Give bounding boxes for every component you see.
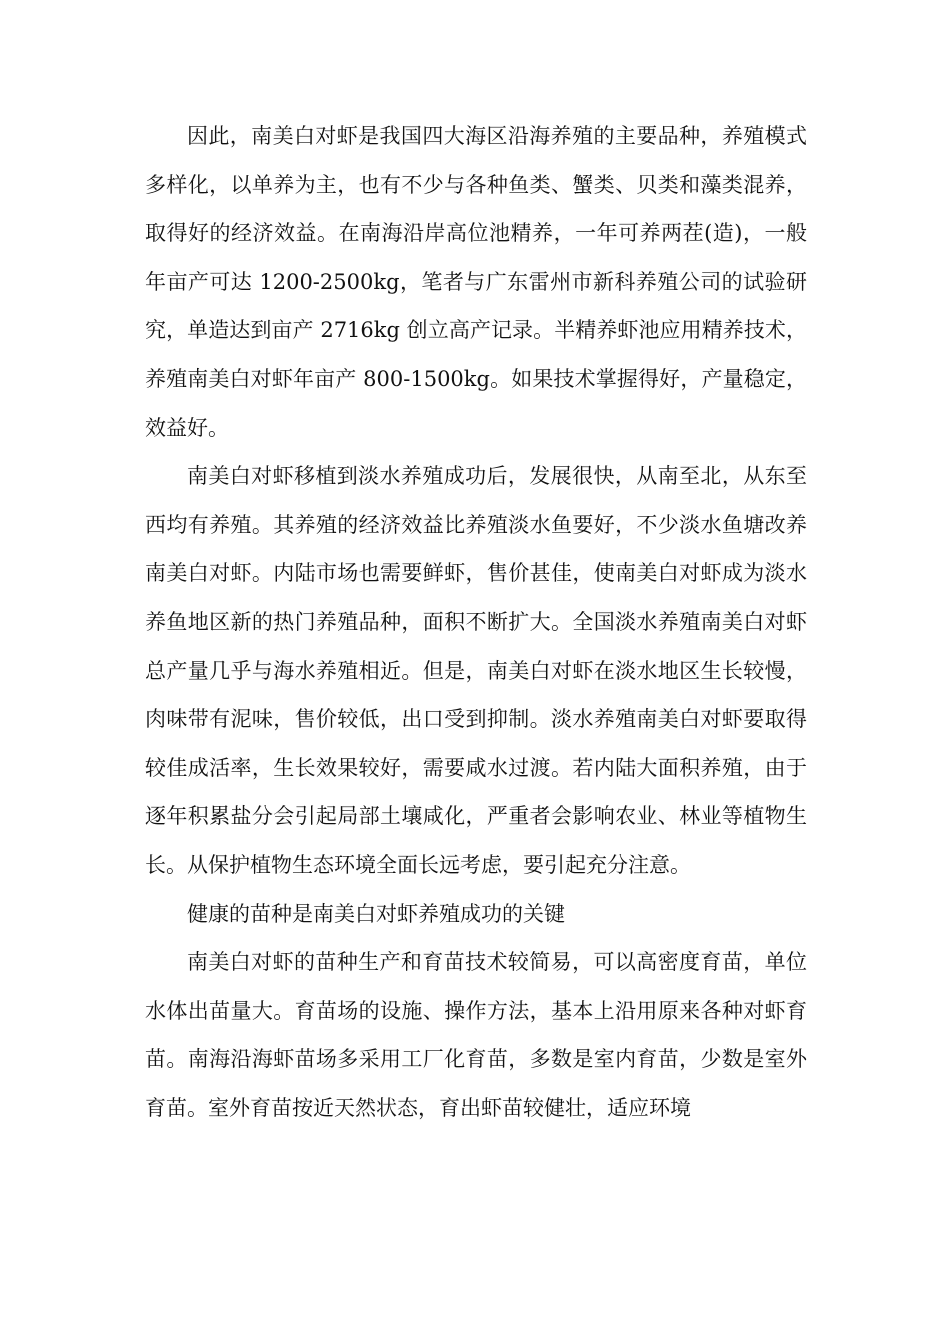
document-body xyxy=(145,112,807,1132)
paragraph-2: 南美白对虾移植到淡水养殖成功后，发展很快，从南至北，从东至西均有养殖。其养殖的经济效益比养殖淡水鱼要好，不少淡水鱼塘改养南美白对虾。内陆市场也需要鲜虾，售价甚佳，使南美白对虾成为淡水养鱼地区新的热门养殖品种，面积不断扩大。全国淡水养殖南美白对虾总产量几乎与海水养殖相近。但是，南美白对虾在淡水地区生长较慢，肉味带有泥味，售价较低，出口受到抑制。淡水养殖南美白对虾要取得较佳成活率，生长效果较好，需要咸水过渡。若内陆大面积养殖，由于逐年积累盐分会引起局部土壤咸化，严重者会影响农业、林业等植物生长。从保护植物生态环境全面长远考虑，要引起充分注意。 xyxy=(145,464,807,877)
paragraph-3: 南美白对虾的苗种生产和育苗技术较简易，可以高密度育苗，单位水体出苗量大。育苗场的设施、操作方法，基本上沿用原来各种对虾育苗。南海沿海虾苗场多采用工厂化育苗，多数是室内育苗，少数是室外育苗。室外育苗按近天然状态，育出虾苗较健壮，适应环境 xyxy=(145,950,807,1120)
paragraph-1: 因此，南美白对虾是我国四大海区沿海养殖的主要品种，养殖模式多样化，以单养为主，也有不少与各种鱼类、蟹类、贝类和藻类混养，取得好的经济效益。在南海沿岸高位池精养，一年可养两茬(造)，一般年亩产可达 1200-2500kg，笔者与广东雷州市新科养殖公司的试验研究，单造达到亩产 2716kg 创立高产记录。半精养虾池应用精养技术，养殖南美白对虾年亩产 800-1500kg。如果技术掌握得好，产量稳定，效益好。 xyxy=(145,124,807,440)
section-heading: 健康的苗种是南美白对虾养殖成功的关键 xyxy=(187,901,565,926)
